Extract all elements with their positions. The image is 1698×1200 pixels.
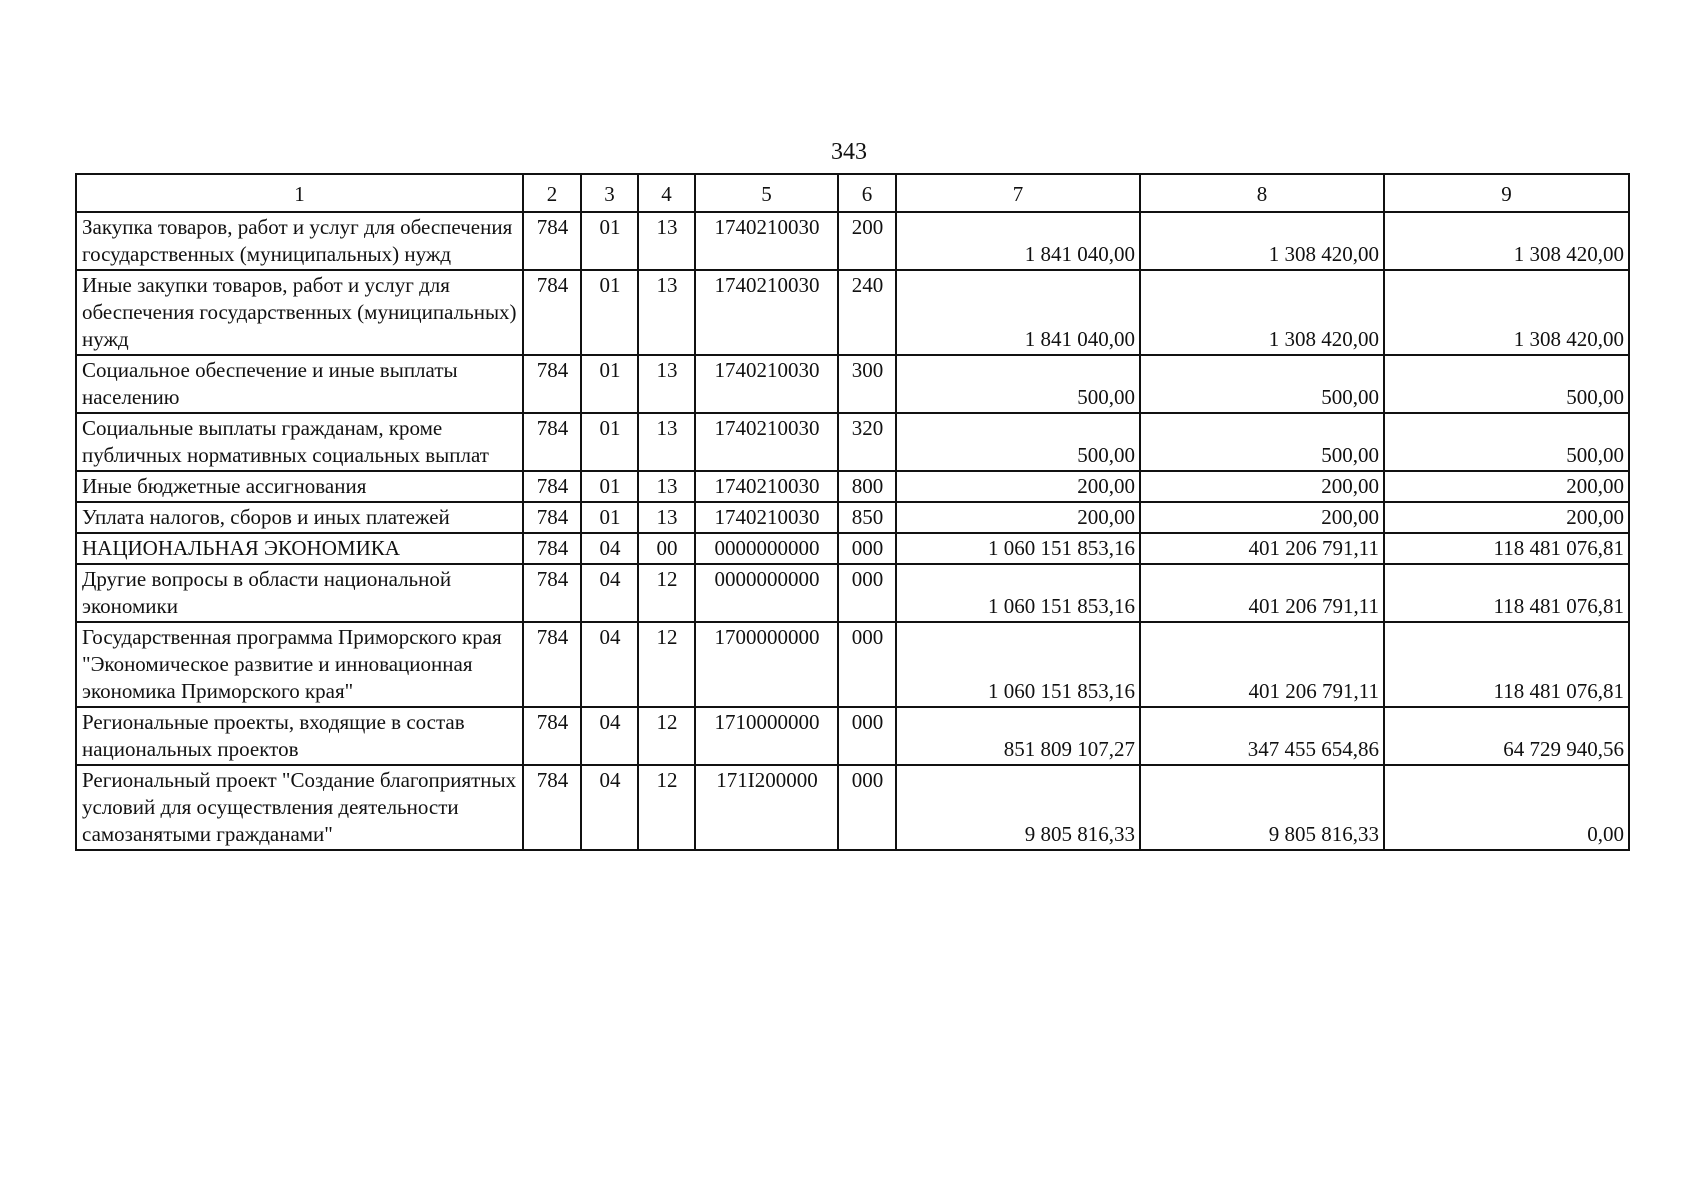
section-code: 04 <box>581 564 638 622</box>
table-row <box>76 471 1629 502</box>
table-row <box>76 502 1629 533</box>
table-row <box>76 622 1629 707</box>
table-row <box>76 355 1629 413</box>
amount-col7: 200,00 <box>896 502 1140 533</box>
expense-type-code: 000 <box>838 707 896 765</box>
row-name: Иные закупки товаров, работ и услуг для обеспечения государственных (муниципальных) нужд <box>76 270 523 355</box>
column-header-5: 5 <box>695 174 838 212</box>
target-article-code: 0000000000 <box>695 533 838 564</box>
budget-table <box>75 173 1630 851</box>
amount-col9: 118 481 076,81 <box>1384 533 1629 564</box>
amount-col9: 1 308 420,00 <box>1384 212 1629 270</box>
ministry-code: 784 <box>523 355 581 413</box>
subsection-code: 13 <box>638 471 695 502</box>
column-header-9: 9 <box>1384 174 1629 212</box>
ministry-code: 784 <box>523 707 581 765</box>
amount-col8: 401 206 791,11 <box>1140 622 1384 707</box>
section-code: 01 <box>581 413 638 471</box>
row-name: Социальное обеспечение и иные выплаты населению <box>76 355 523 413</box>
subsection-code: 12 <box>638 765 695 850</box>
expense-type-code: 000 <box>838 622 896 707</box>
column-header-7: 7 <box>896 174 1140 212</box>
table-row <box>76 533 1629 564</box>
section-code: 01 <box>581 502 638 533</box>
amount-col8: 347 455 654,86 <box>1140 707 1384 765</box>
amount-col8: 500,00 <box>1140 355 1384 413</box>
amount-col8: 1 308 420,00 <box>1140 212 1384 270</box>
target-article-code: 1740210030 <box>695 270 838 355</box>
section-code: 01 <box>581 212 638 270</box>
amount-col9: 500,00 <box>1384 355 1629 413</box>
expense-type-code: 800 <box>838 471 896 502</box>
ministry-code: 784 <box>523 533 581 564</box>
expense-type-code: 000 <box>838 564 896 622</box>
subsection-code: 12 <box>638 707 695 765</box>
target-article-code: 0000000000 <box>695 564 838 622</box>
subsection-code: 12 <box>638 622 695 707</box>
section-code: 01 <box>581 355 638 413</box>
target-article-code: 171I200000 <box>695 765 838 850</box>
amount-col9: 64 729 940,56 <box>1384 707 1629 765</box>
amount-col8: 401 206 791,11 <box>1140 564 1384 622</box>
amount-col7: 9 805 816,33 <box>896 765 1140 850</box>
section-code: 01 <box>581 471 638 502</box>
row-name: Социальные выплаты гражданам, кроме публичных нормативных социальных выплат <box>76 413 523 471</box>
row-name: Уплата налогов, сборов и иных платежей <box>76 502 523 533</box>
expense-type-code: 320 <box>838 413 896 471</box>
ministry-code: 784 <box>523 270 581 355</box>
amount-col7: 1 060 151 853,16 <box>896 533 1140 564</box>
subsection-code: 13 <box>638 355 695 413</box>
column-number-row <box>76 174 1629 212</box>
target-article-code: 1740210030 <box>695 502 838 533</box>
column-header-8: 8 <box>1140 174 1384 212</box>
target-article-code: 1740210030 <box>695 471 838 502</box>
amount-col8: 401 206 791,11 <box>1140 533 1384 564</box>
table-row <box>76 212 1629 270</box>
amount-col8: 9 805 816,33 <box>1140 765 1384 850</box>
table-row <box>76 413 1629 471</box>
subsection-code: 13 <box>638 413 695 471</box>
amount-col8: 500,00 <box>1140 413 1384 471</box>
amount-col7: 500,00 <box>896 355 1140 413</box>
row-name: Региональные проекты, входящие в состав национальных проектов <box>76 707 523 765</box>
amount-col7: 1 841 040,00 <box>896 212 1140 270</box>
amount-col8: 200,00 <box>1140 471 1384 502</box>
column-header-1: 1 <box>76 174 523 212</box>
amount-col7: 851 809 107,27 <box>896 707 1140 765</box>
row-name: Государственная программа Приморского края "Экономическое развитие и инновационная экономика Приморского края" <box>76 622 523 707</box>
subsection-code: 13 <box>638 502 695 533</box>
target-article-code: 1740210030 <box>695 413 838 471</box>
ministry-code: 784 <box>523 413 581 471</box>
target-article-code: 1740210030 <box>695 212 838 270</box>
target-article-code: 1710000000 <box>695 707 838 765</box>
row-name: НАЦИОНАЛЬНАЯ ЭКОНОМИКА <box>76 533 523 564</box>
expense-type-code: 300 <box>838 355 896 413</box>
expense-type-code: 000 <box>838 533 896 564</box>
amount-col7: 1 060 151 853,16 <box>896 564 1140 622</box>
amount-col7: 500,00 <box>896 413 1140 471</box>
amount-col9: 200,00 <box>1384 471 1629 502</box>
column-header-2: 2 <box>523 174 581 212</box>
expense-type-code: 850 <box>838 502 896 533</box>
target-article-code: 1740210030 <box>695 355 838 413</box>
ministry-code: 784 <box>523 564 581 622</box>
ministry-code: 784 <box>523 471 581 502</box>
column-header-3: 3 <box>581 174 638 212</box>
ministry-code: 784 <box>523 212 581 270</box>
amount-col7: 1 841 040,00 <box>896 270 1140 355</box>
table-row <box>76 270 1629 355</box>
column-header-4: 4 <box>638 174 695 212</box>
amount-col8: 200,00 <box>1140 502 1384 533</box>
section-code: 04 <box>581 765 638 850</box>
row-name: Иные бюджетные ассигнования <box>76 471 523 502</box>
amount-col9: 1 308 420,00 <box>1384 270 1629 355</box>
amount-col9: 0,00 <box>1384 765 1629 850</box>
section-code: 04 <box>581 533 638 564</box>
amount-col9: 200,00 <box>1384 502 1629 533</box>
amount-col7: 1 060 151 853,16 <box>896 622 1140 707</box>
target-article-code: 1700000000 <box>695 622 838 707</box>
row-name: Другие вопросы в области национальной экономики <box>76 564 523 622</box>
ministry-code: 784 <box>523 765 581 850</box>
amount-col9: 118 481 076,81 <box>1384 622 1629 707</box>
ministry-code: 784 <box>523 502 581 533</box>
subsection-code: 12 <box>638 564 695 622</box>
expense-type-code: 000 <box>838 765 896 850</box>
expense-type-code: 240 <box>838 270 896 355</box>
subsection-code: 13 <box>638 212 695 270</box>
subsection-code: 00 <box>638 533 695 564</box>
amount-col9: 118 481 076,81 <box>1384 564 1629 622</box>
table-row <box>76 765 1629 850</box>
amount-col8: 1 308 420,00 <box>1140 270 1384 355</box>
table-row <box>76 707 1629 765</box>
section-code: 04 <box>581 622 638 707</box>
table-row <box>76 564 1629 622</box>
column-header-6: 6 <box>838 174 896 212</box>
expense-type-code: 200 <box>838 212 896 270</box>
amount-col9: 500,00 <box>1384 413 1629 471</box>
amount-col7: 200,00 <box>896 471 1140 502</box>
section-code: 01 <box>581 270 638 355</box>
subsection-code: 13 <box>638 270 695 355</box>
row-name: Региональный проект "Создание благоприятных условий для осуществления деятельности самозанятыми гражданами" <box>76 765 523 850</box>
ministry-code: 784 <box>523 622 581 707</box>
section-code: 04 <box>581 707 638 765</box>
page-number: 343 <box>831 139 867 165</box>
row-name: Закупка товаров, работ и услуг для обеспечения государственных (муниципальных) нужд <box>76 212 523 270</box>
